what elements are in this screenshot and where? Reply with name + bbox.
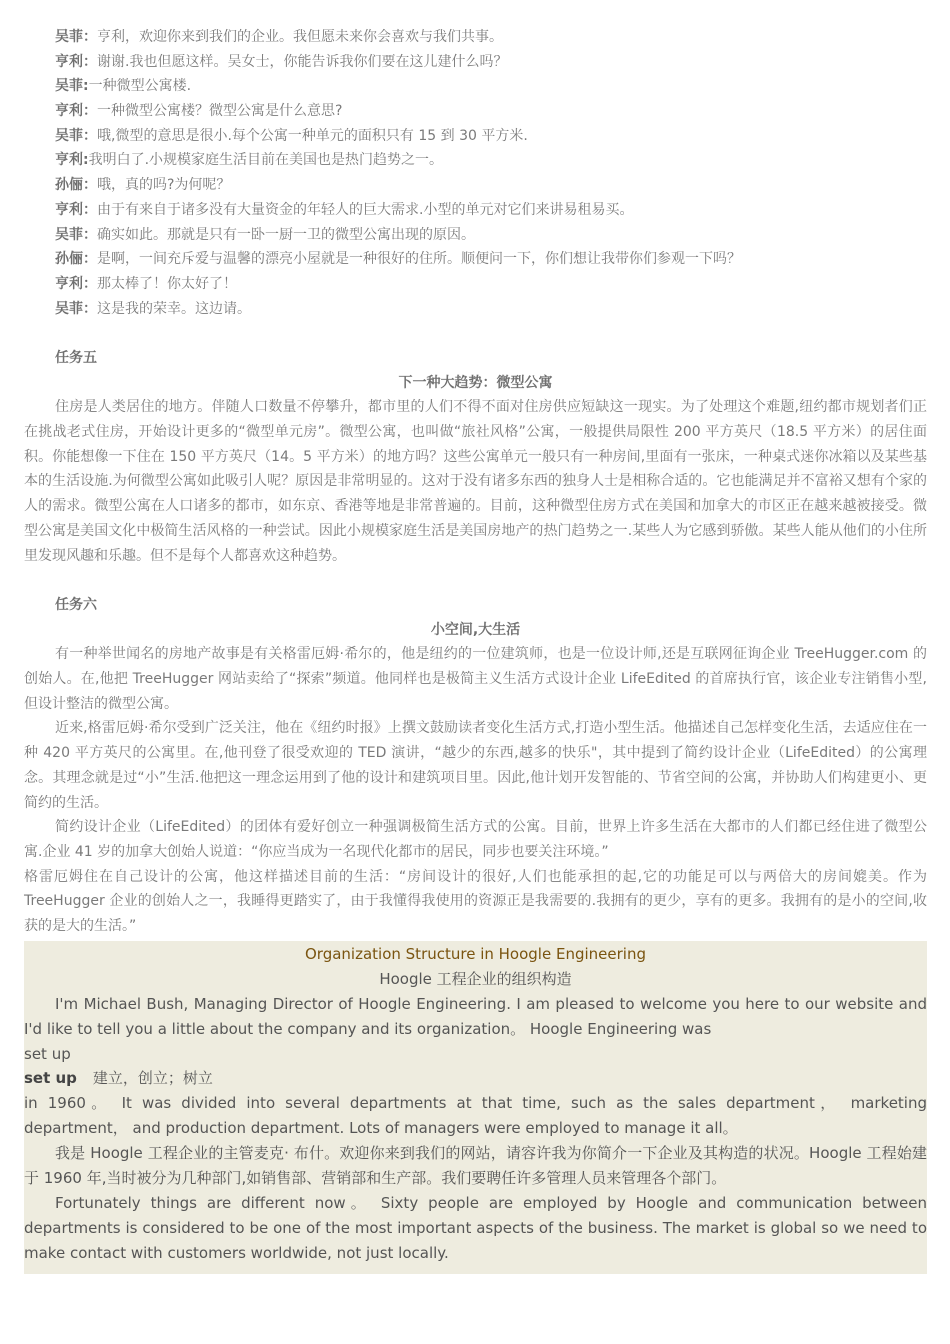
hoogle-paragraph: 我是 Hoogle 工程企业的主管麦克· 布什。欢迎你来到我们的网站，请容许我为你简介一下企业及其构造的状况。Hoogle 工程始建于 1960 年,当时被分为几种部门,如销售部、营销部和生产部。我们要聘任许多管理人员来管理各个部门。 [24,1144,927,1188]
task6-paragraph: 格雷厄姆住在自己设计的公寓，他这样描述目前的生活：“房间设计的很好,人们也能承担的起,它的功能足可以与两倍大的房间媲美。作为 TreeHugger 企业的创始人之一，我睡得更踏实了，由于我懂得我使用的资源正是我需要的.我拥有的更少，享有的更多。我拥有的是小的空间,收获的是大的生活。” [24,868,927,935]
dialogue-line: 孙俪：哦，真的吗?为何呢？ [55,177,231,194]
dialogue-line: 亨利：由于有来自于诸多没有大量资金的年轻人的巨大需求.小型的单元对它们来讲易租易买。 [55,201,634,218]
hoogle-title-en: Organization Structure in Hoogle Engineering [305,944,646,963]
task5-paragraph: 住房是人类居住的地方。伴随人口数量不停攀升，都市里的人们不得不面对住房供应短缺这一现实。为了处理这个难题,纽约都市规划者们正在挑战老式住房，开始设计更多的“微型单元房”。微型公寓，也叫做“旅社风格”公寓，一般提供局限性 200 平方英尺（18.5 平方米）的居住面积。你能想像一下住在 150 平方英尺（14。5 平方米）的地方吗？这些公寓单元一般只有一种房间,里面有一张床，一种桌式迷你冰箱以及某些基本的生活设施.为何微型公寓如此吸引人呢？原因是非常明显的。这对于没有诸多东西的独身人士是相称合适的。它也能满足并不富裕又想有个家的人的需求。微型公寓在人口诸多的都市，如东京、香港等地是非常普遍的。目前，这种微型住房方式在美国和加拿大的市区正在越来越被接受。微型公寓是美国文化中极简生活风格的一种尝试。因此小规模家庭生活是美国房地产的热门趋势之一.某些人为它感到骄傲。某些人能从他们的小住所里发现风趣和乐趣。但不是每个人都喜欢这种趋势。 [24,399,927,564]
dialogue-line: 吴菲：这是我的荣幸。这边请。 [55,300,251,317]
hoogle-section [24,941,927,1274]
dialogue-line: 孙俪：是啊，一间充斥爱与温馨的漂亮小屋就是一种很好的住所。顺便问一下，你们想让我带你们参观一下吗？ [55,251,741,268]
dialogue-line: 亨利：一种微型公寓楼？微型公寓是什么意思? [55,103,343,120]
hoogle-gloss [24,1066,927,1091]
task5-section [24,346,927,568]
dialogue-line: 亨利：那太棒了！你太好了！ [55,275,237,292]
task5-heading: 任务五 [55,349,97,366]
task6-section [24,593,927,939]
dialogue-line: 吴菲:一种微型公寓楼. [55,78,192,95]
hoogle-title-zh: Hoogle 工程企业的组织构造 [379,969,572,988]
spacer [24,321,927,346]
spacer [24,568,927,593]
dialogue-line: 亨利：谢谢.我也但愿这样。吴女士，你能告诉我你们要在这儿建什么吗？ [55,53,508,70]
dialogue-line: 亨利:我明白了.小规模家庭生活目前在美国也是热门趋势之一。 [55,152,444,169]
hoogle-paragraph: I'm Michael Bush, Managing Director of Hoogle Engineering. I am pleased to welcome you here to our website and I'd like to tell you a little about the company and its organization。 Hoogle Engineering was [24,994,927,1038]
task6-paragraph: 简约设计企业（LifeEdited）的团体有爱好创立一种强调极简生活方式的公寓。目前，世界上许多生活在大都市的人们都已经住进了微型公寓.企业 41 岁的加拿大创始人说道：“你应当成为一名现代化都市的居民，同步也要关注环境。” [24,819,927,860]
document-page [24,0,927,1274]
dialogue-line: 吴菲：确实如此。那就是只有一卧一厨一卫的微型公寓出现的原因。 [55,226,475,243]
task6-heading: 任务六 [55,596,97,613]
hoogle-setup-line: set up [24,1044,71,1063]
gloss-definition: 建立，创立；树立 [92,1069,213,1088]
gloss-term: set up [24,1069,77,1088]
dialogue-section [24,25,927,321]
dialogue-line: 吴菲：哦,微型的意思是很小.每个公寓一种单元的面积只有 15 到 30 平方米. [55,127,528,144]
task5-title: 下一种大趋势：微型公寓 [398,374,553,391]
hoogle-paragraph: in 1960。 It was divided into several departments at that time, such as the sales department， marketing department， and production department. Lots of managers were employed to manage it all。 [24,1094,927,1138]
hoogle-paragraph: Fortunately things are different now。 Sixty people are employed by Hoogle and communication between departments is considered to be one of the most important aspects of the business. The market is global so we need to make contact with customers worldwide, not just locally. [24,1193,927,1262]
dialogue-line: 吴菲：亨利，欢迎你来到我们的企业。我但愿未来你会喜欢与我们共事。 [55,29,503,45]
task6-paragraph: 近来,格雷厄姆·希尔受到广泛关注，他在《纽约时报》上撰文鼓励读者变化生活方式,打造小型生活。他描述自己怎样变化生活，去适应住在一种 420 平方英尺的公寓里。在,他刊登了很受欢迎的 TED 演讲，“越少的东西,越多的快乐"，其中提到了简约设计企业（LifeEdited）的公寓理念。其理念就是过“小”生活.他把这一理念运用到了他的设计和建筑项目里。因此,他计划开发智能的、节省空间的公寓，并协助人们构建更小、更简约的生活。 [24,720,927,811]
task6-paragraph: 有一种举世闻名的房地产故事是有关格雷厄姆·希尔的，他是纽约的一位建筑师，也是一位设计师,还是互联网征询企业 TreeHugger.com 的创始人。在,他把 TreeHugger 网站卖给了“探索”频道。他同样也是极简主义生活方式设计企业 LifeEdited 的首席执行官，该企业专注销售小型,但设计整洁的微型公寓。 [24,646,927,712]
task6-title: 小空间,大生活 [430,621,521,638]
